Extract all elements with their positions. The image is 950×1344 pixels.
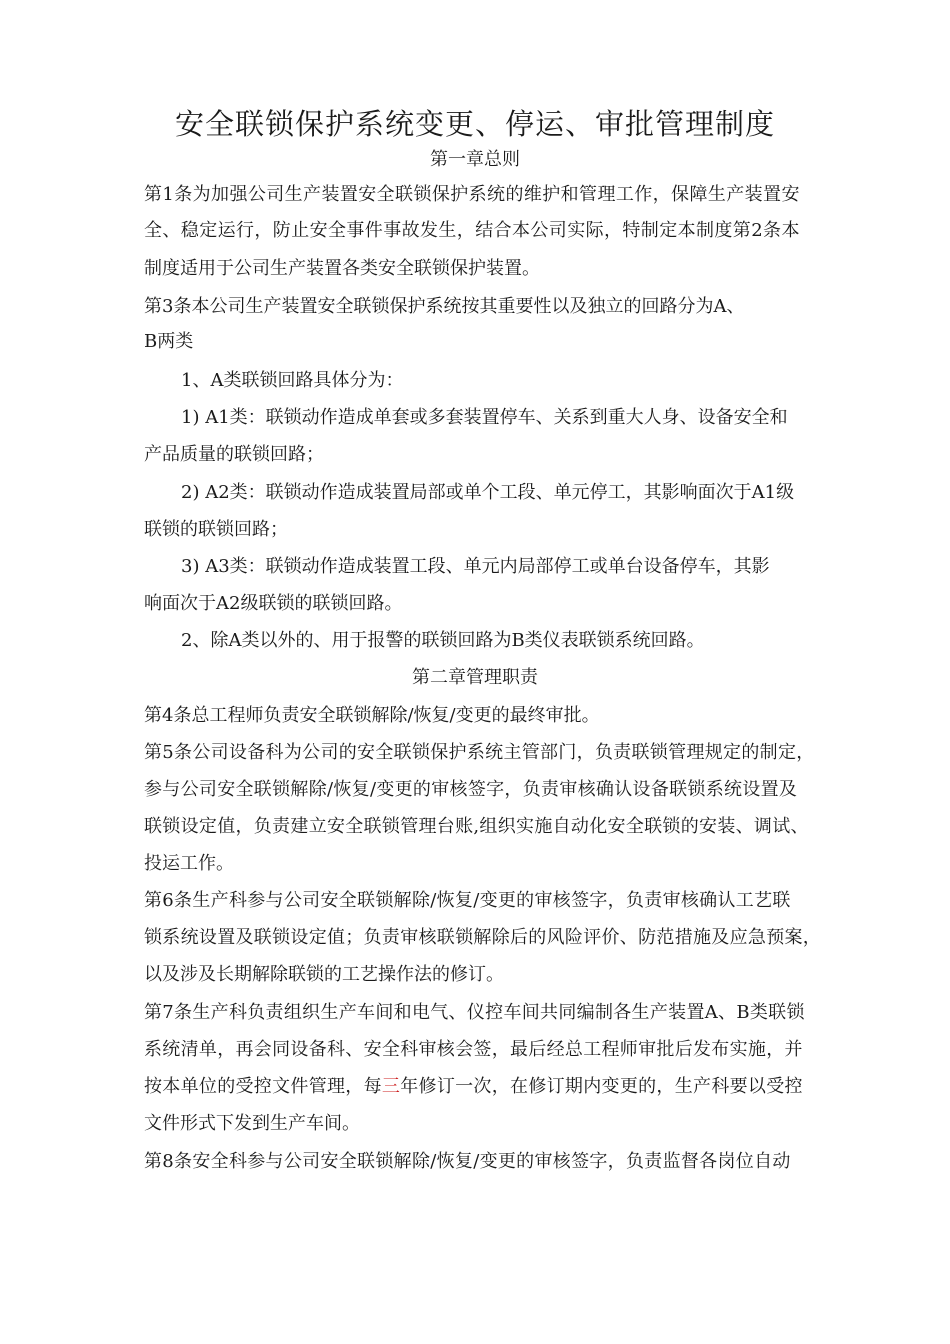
paragraph-line: 第1条为加强公司生产装置安全联锁保护系统的维护和管理工作，保障生产装置安 bbox=[144, 184, 800, 205]
paragraph-line: 制度适用于公司生产装置各类安全联锁保护装置。 bbox=[144, 258, 540, 279]
paragraph-line: 2) A2类：联锁动作造成装置局部或单个工段、单元停工，其影响面次于A1级 bbox=[181, 482, 795, 503]
paragraph-line: 全、稳定运行，防止安全事件事故发生，结合本公司实际，特制定本制度第2条本 bbox=[144, 220, 800, 241]
paragraph-line: 3) A3类：联锁动作造成装置工段、单元内局部停工或单台设备停车，其影 bbox=[181, 556, 770, 577]
document-title: 安全联锁保护系统变更、停运、审批管理制度 bbox=[174, 107, 775, 141]
paragraph-line: 第4条总工程师负责安全联锁解除/恢复/变更的最终审批。 bbox=[144, 705, 600, 726]
paragraph-line: 系统清单，再会同设备科、安全科审核会签，最后经总工程师审批后发布实施，并 bbox=[144, 1039, 803, 1060]
paragraph-line: 第5条公司设备科为公司的安全联锁保护系统主管部门，负责联锁管理规定的制定， bbox=[144, 742, 815, 763]
paragraph-line: 联锁设定值，负责建立安全联锁管理台账,组织实施自动化安全联锁的安装、调试、 bbox=[144, 816, 809, 837]
paragraph-line bbox=[144, 1072, 844, 1102]
paragraph-line: 第7条生产科负责组织生产车间和电气、仪控车间共同编制各生产装置A、B类联锁 bbox=[144, 1002, 805, 1023]
chapter-heading: 第二章管理职责 bbox=[412, 667, 538, 688]
paragraph-line: 文件形式下发到生产车间。 bbox=[144, 1113, 360, 1134]
paragraph-line: 产品质量的联锁回路； bbox=[144, 444, 324, 465]
paragraph-line: 2、除A类以外的、用于报警的联锁回路为B类仪表联锁系统回路。 bbox=[181, 630, 705, 651]
highlighted-number: 三 bbox=[381, 1076, 401, 1097]
paragraph-line: 1) A1类：联锁动作造成单套或多套装置停车、关系到重大人身、设备安全和 bbox=[181, 407, 788, 428]
chapter-heading: 第一章总则 bbox=[430, 149, 520, 170]
paragraph-line: 响面次于A2级联锁的联锁回路。 bbox=[144, 593, 403, 614]
paragraph-line: 1、A类联锁回路具体分为： bbox=[181, 370, 404, 391]
paragraph-line: 投运工作。 bbox=[144, 853, 234, 874]
paragraph-line: 以及涉及长期解除联锁的工艺操作法的修订。 bbox=[144, 964, 504, 985]
text-segment: 年修订一次，在修订期内变更的，生产科要以受控 bbox=[400, 1076, 803, 1097]
paragraph-line: 第6条生产科参与公司安全联锁解除/恢复/变更的审核签字，负责审核确认工艺联 bbox=[144, 890, 791, 911]
text-segment: 按本单位的受控文件管理，每 bbox=[144, 1076, 382, 1097]
paragraph-line: 联锁的联锁回路； bbox=[144, 519, 288, 540]
paragraph-line: B两类 bbox=[144, 331, 194, 352]
paragraph-line: 锁系统设置及联锁设定值；负责审核联锁解除后的风险评价、防范措施及应急预案， bbox=[144, 927, 822, 948]
paragraph-line: 第3条本公司生产装置安全联锁保护系统按其重要性以及独立的回路分为A、 bbox=[144, 296, 745, 317]
paragraph-line: 第8条安全科参与公司安全联锁解除/恢复/变更的审核签字，负责监督各岗位自动 bbox=[144, 1151, 791, 1172]
paragraph-line: 参与公司安全联锁解除/恢复/变更的审核签字，负责审核确认设备联锁系统设置及 bbox=[144, 779, 798, 800]
